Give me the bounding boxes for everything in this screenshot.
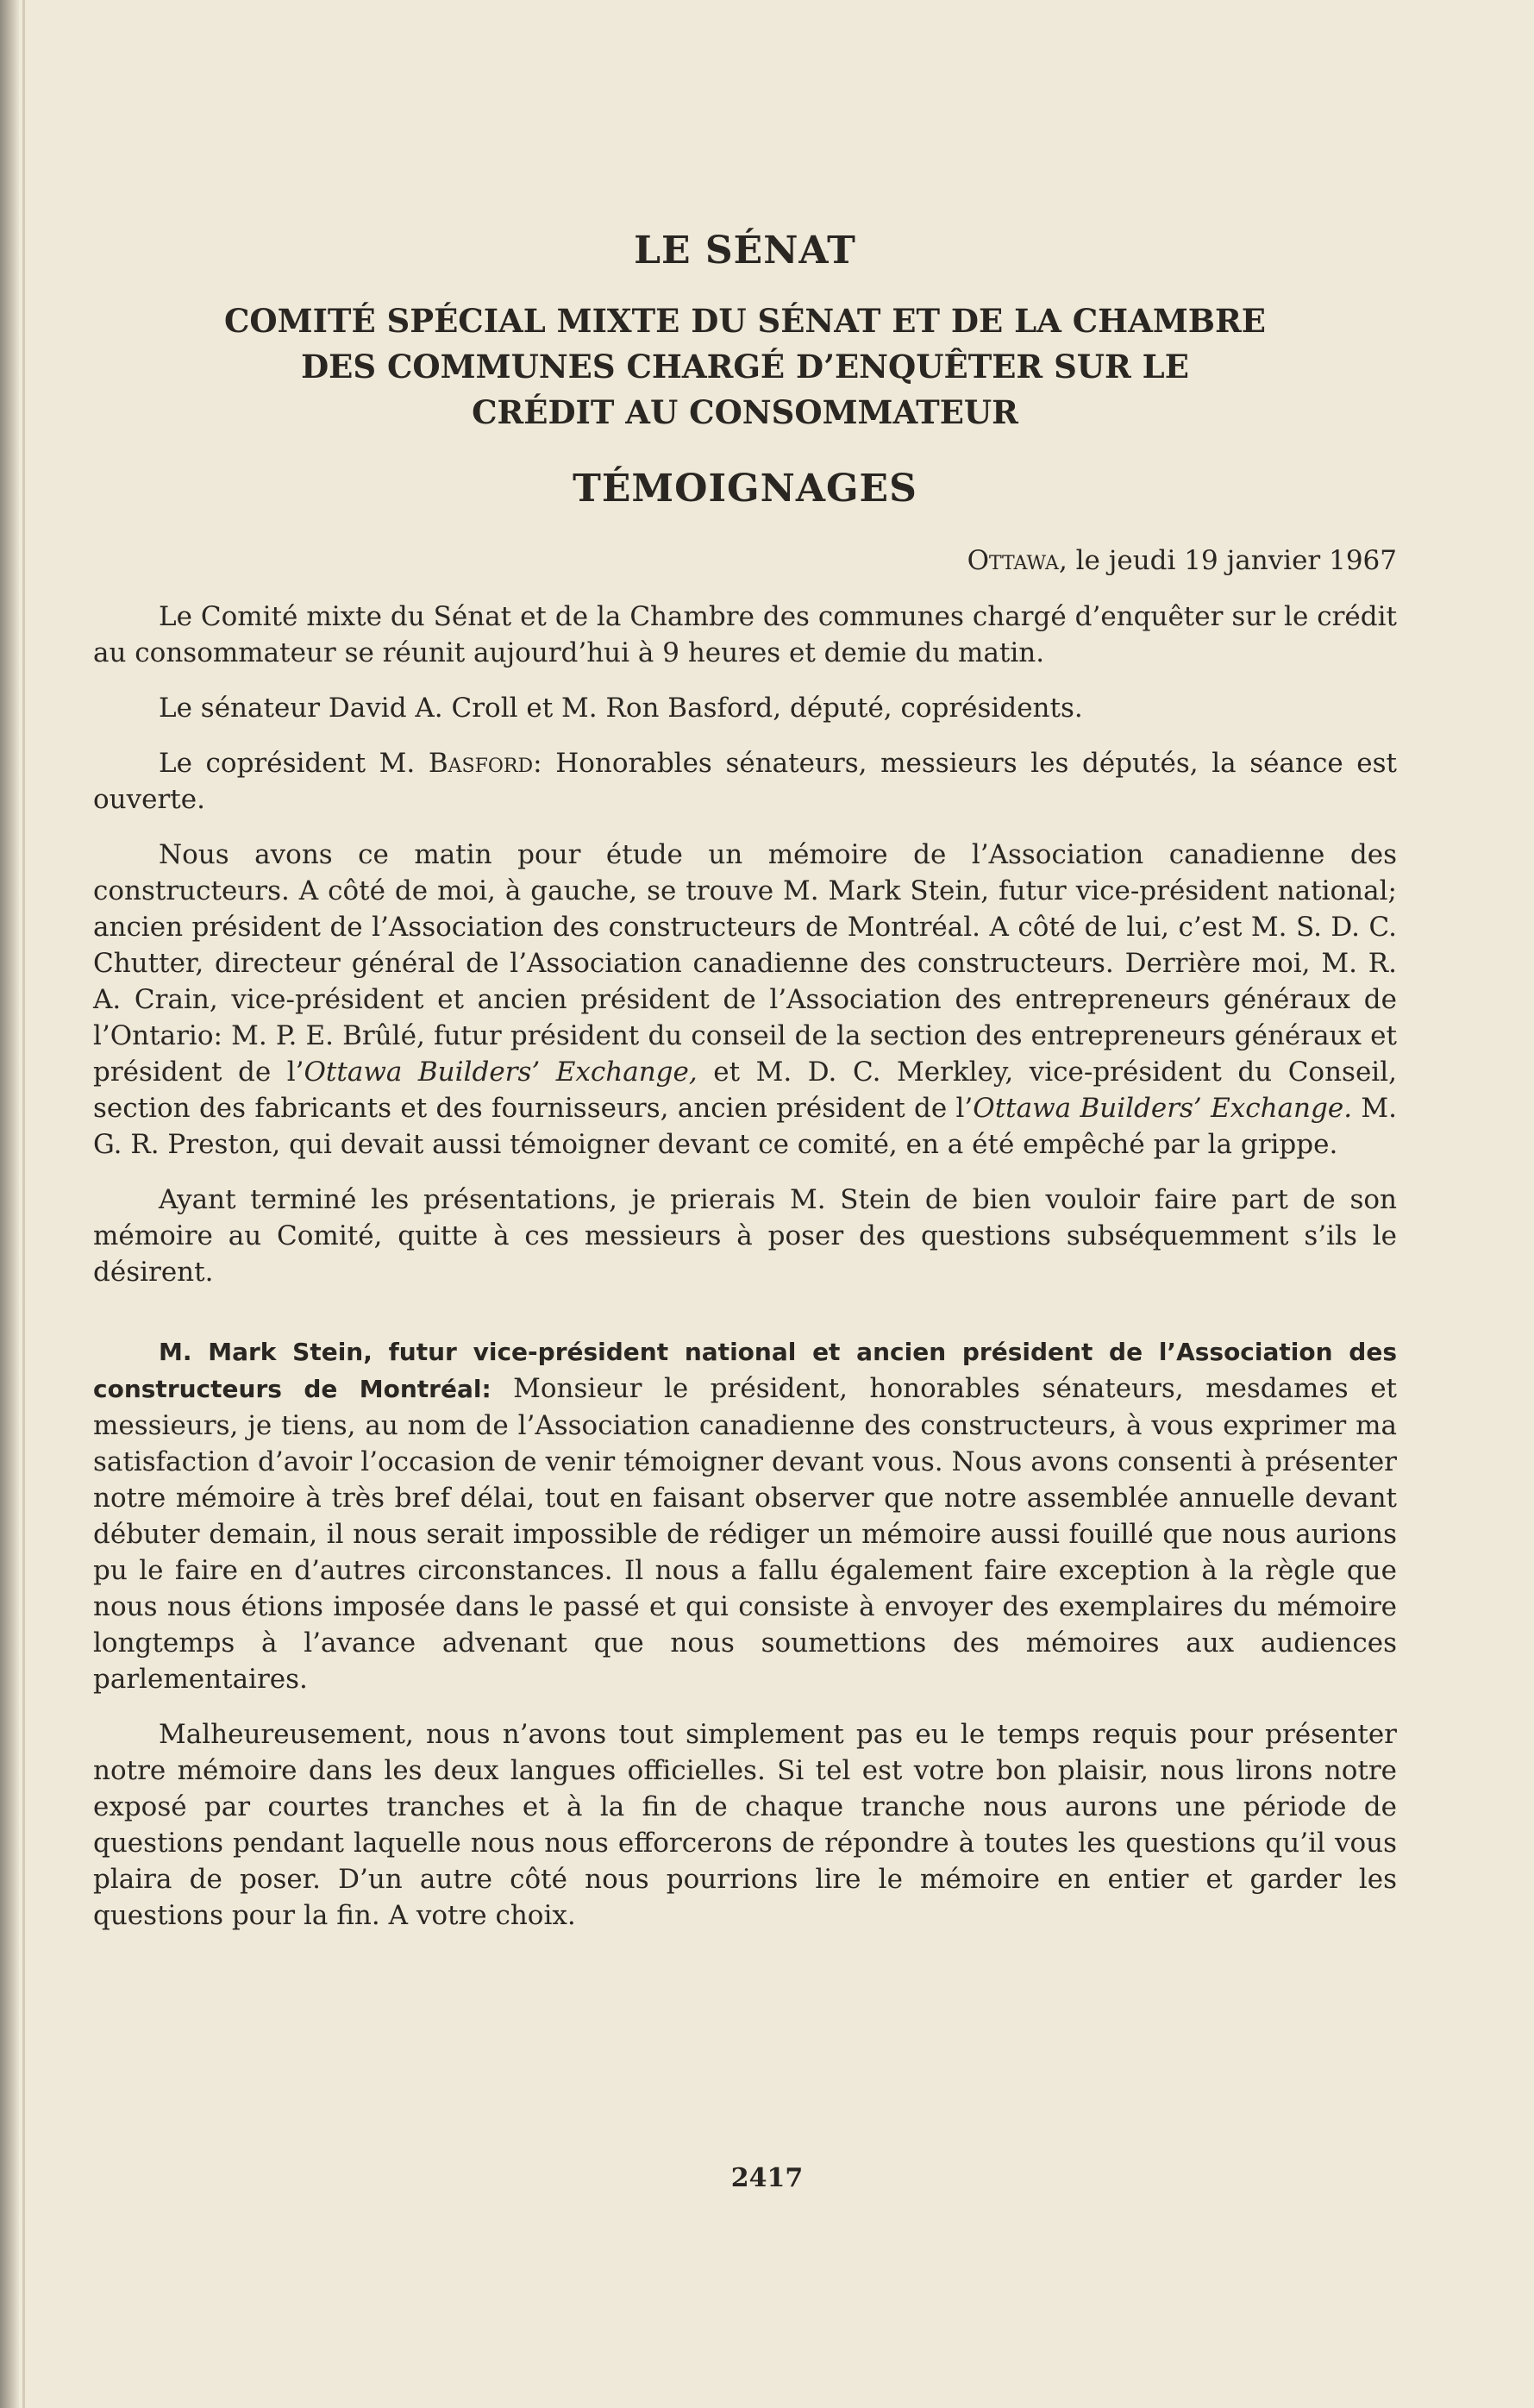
dateline xyxy=(93,545,1397,576)
intro-text-c: M. G. R. Preston, qui devait aussi témoigner devant ce comité, en a été empêché par la grippe. xyxy=(93,1093,1397,1160)
speaker-stein: M. Mark Stein, futur vice-président national et ancien président de l’Association des constructeurs de Montréal: xyxy=(93,1338,1397,1403)
intro-italic-2: Ottawa Builders’ Exchange. xyxy=(973,1093,1353,1124)
paragraph-request: Ayant terminé les présentations, je prierais M. Stein de bien vouloir faire part de son mémoire au Comité, quitte à ces messieurs à poser des questions subséquemment s’ils le désirent. xyxy=(93,1184,1397,1288)
paragraph-languages: Malheureusement, nous n’avons tout simplement pas eu le temps requis pour présenter notre mémoire dans les deux langues officielles. Si tel est votre bon plaisir, nous lirons notre exposé par courtes tranches et à la fin de chaque tranche nous aurons une période de questions pendant laquelle nous nous efforcerons de répondre à toutes les questions qu’il vous plaira de poser. D’un autre côté nous pourrions lire le mémoire en entier et garder les questions pour la fin. A votre choix. xyxy=(93,1719,1397,1931)
binding-shadow xyxy=(0,0,19,2408)
intro-text-b: et M. D. C. Merkley, vice-président du Conseil, section des fabricants et des fournisseurs, ancien président de l’ xyxy=(93,1057,1397,1124)
page-number: 2417 xyxy=(730,2163,804,2193)
speaker-basford: Basford xyxy=(428,748,534,779)
intro-text-a: Nous avons ce matin pour étude un mémoire de l’Association canadienne des constructeurs. A côté de moi, à gauche, se trouve M. Mark Stein, futur vice-président national; ancien président de l’Association des constructeurs de Montréal. A côté de lui, c’est M. S. D. C. Chutter, directeur général de l’Association canadienne des constructeurs. Derrière moi, M. R. A. Crain, vice-président et ancien président de l’Association des entrepreneurs généraux de l’Ontario: M. P. E. Brûlé, futur président du conseil de la section des entrepreneurs généraux et président de l’ xyxy=(93,839,1397,1088)
page-title: LE SÉNAT xyxy=(634,229,856,273)
page-edge xyxy=(22,0,25,2408)
section-title: TÉMOIGNAGES xyxy=(573,467,917,511)
paragraph-introductions xyxy=(93,837,1397,1163)
paragraph-opening: Le Comité mixte du Sénat et de la Chambre des communes chargé d’enquêter sur le crédit au consommateur se réunit aujourd’hui à 9 heures et demie du matin. xyxy=(93,601,1397,668)
committee-line-2: DES COMMUNES CHARGÉ D’ENQUÊTER SUR LE xyxy=(301,348,1189,386)
committee-heading xyxy=(93,298,1397,436)
dateline-date: , le jeudi 19 janvier 1967 xyxy=(1058,545,1397,576)
page-content xyxy=(93,229,1397,1934)
paragraph-stein xyxy=(93,1333,1397,1697)
paragraph-basford-text: : Honorables sénateurs, messieurs les députés, la séance est ouverte. xyxy=(93,748,1398,815)
paragraph-basford xyxy=(93,745,1397,818)
committee-line-3: CRÉDIT AU CONSOMMATEUR xyxy=(472,393,1018,431)
committee-line-1: COMITÉ SPÉCIAL MIXTE DU SÉNAT ET DE LA CHAMBRE xyxy=(223,302,1266,340)
paragraph-chairs: Le sénateur David A. Croll et M. Ron Basford, député, coprésidents. xyxy=(159,693,1083,724)
paragraph-basford-prefix: Le coprésident M. xyxy=(159,748,429,779)
paragraph-stein-text: Monsieur le président, honorables sénateurs, mesdames et messieurs, je tiens, au nom de l’Association canadienne des constructeurs, à vous exprimer ma satisfaction d’avoir l’occasion de venir témoigner devant vous. Nous avons consenti à présenter notre mémoire à très bref délai, tout en faisant observer que notre assemblée annuelle devant débuter demain, il nous serait impossible de rédiger un mémoire aussi fouillé que nous aurions pu le faire en d’autres circonstances. Il nous a fallu également faire exception à la règle que nous nous étions imposée dans le passé et qui consiste à envoyer des exemplaires du mémoire longtemps à l’avance advenant que nous soumettions des mémoires aux audiences parlementaires. xyxy=(93,1373,1397,1695)
intro-italic-1: Ottawa Builders’ Exchange, xyxy=(304,1057,698,1088)
dateline-city: Ottawa xyxy=(967,545,1059,576)
